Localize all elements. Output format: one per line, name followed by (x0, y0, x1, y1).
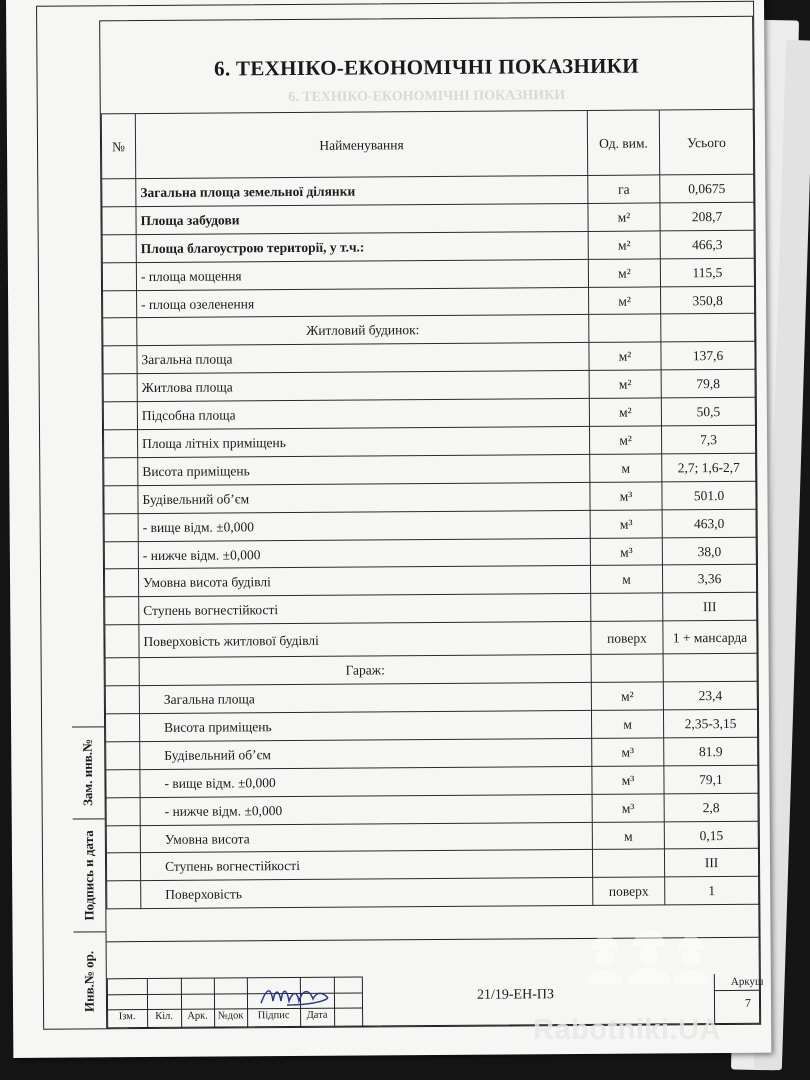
header-number: № (101, 114, 135, 179)
podpis-data-label: Подпись и дата (80, 829, 97, 921)
row-number-cell (102, 234, 136, 262)
row-number-cell (104, 485, 138, 513)
table-row (103, 370, 755, 402)
indicator-name: - нижче відм. ±0,000 (138, 538, 590, 569)
value-cell: 466,3 (660, 230, 754, 259)
unit-cell: м (590, 565, 662, 593)
unit-cell: м (590, 454, 662, 482)
row-number-cell (104, 513, 138, 541)
sheet-label: Аркуш (730, 975, 764, 988)
value-cell: 208,7 (660, 202, 754, 231)
unit-cell: м² (589, 426, 661, 454)
table-header-row (101, 109, 753, 179)
unit-cell: поверх (593, 877, 665, 905)
value-cell: 0,0675 (660, 174, 754, 203)
table-row (107, 877, 759, 909)
indicator-name: Висота приміщень (138, 454, 590, 485)
inv-or-label: Инв.№ ор. (81, 950, 98, 1013)
zam-inv-label: Зам. инв.№ (80, 738, 96, 807)
row-number-cell (105, 625, 139, 658)
value-cell: 350,8 (661, 286, 755, 315)
value-cell: III (664, 849, 758, 878)
indicator-name: - вище відм. ±0,000 (140, 766, 592, 797)
stamp-label-ndok: №док (217, 1010, 244, 1022)
table-row (103, 342, 755, 374)
indicator-name: Площа літніх приміщень (138, 426, 590, 457)
row-number-cell (106, 742, 140, 770)
stamp-label-ark: Арк. (187, 1010, 208, 1022)
table-row (103, 314, 755, 346)
unit-cell: м³ (590, 482, 662, 510)
row-number-cell (103, 374, 137, 402)
value-cell: 1 (665, 877, 759, 906)
unit-cell (591, 654, 663, 682)
value-cell: 7,3 (661, 425, 755, 454)
unit-cell: м³ (592, 738, 664, 766)
indicator-name: Підсобна площа (137, 399, 589, 430)
stamp-label-izm: Ізм. (118, 1011, 136, 1023)
row-number-cell (106, 769, 140, 797)
stamp-label-data: Дата (306, 1009, 328, 1021)
indicator-name: - площа мощення (136, 259, 588, 290)
value-cell: 50,5 (661, 397, 755, 426)
unit-cell: м² (591, 682, 663, 710)
header-unit: Од. вим. (587, 110, 659, 176)
indicators-table (101, 109, 760, 910)
header-name: Найменування (135, 110, 587, 178)
section-heading: Гараж: (139, 655, 591, 686)
value-cell: 463,0 (662, 509, 756, 538)
table-row (102, 202, 754, 234)
unit-cell: м (591, 710, 663, 738)
row-number-cell (102, 262, 136, 290)
document-code: 21/19-ЕН-ПЗ (476, 987, 555, 1003)
row-number-cell (102, 206, 136, 234)
indicator-name: Будівельний об’єм (140, 738, 592, 769)
row-number-cell (103, 290, 137, 318)
value-cell: 81.9 (664, 737, 758, 766)
row-number-cell (102, 179, 136, 207)
unit-cell: м² (588, 203, 660, 231)
indicator-name: Житлова площа (137, 371, 589, 402)
sheet-number: 7 (744, 995, 752, 1010)
value-cell: 79,1 (664, 765, 758, 794)
watermark-text: Rabotniki.UA (533, 1014, 722, 1046)
table-row (102, 258, 754, 290)
row-number-cell (103, 318, 137, 346)
table-row (102, 230, 754, 262)
signature-mark (257, 981, 337, 1012)
unit-cell: м³ (590, 510, 662, 538)
row-number-cell (105, 597, 139, 625)
row-number-cell (106, 797, 140, 825)
content-frame (99, 16, 764, 1029)
row-number-cell (103, 346, 137, 374)
row-number-cell (106, 853, 140, 881)
indicator-name: Умовна висота будівлі (138, 566, 590, 597)
stamp-label-pidpys: Підпис (257, 1010, 290, 1022)
unit-cell: поверх (591, 621, 663, 655)
indicator-name: Поверховість (141, 878, 593, 909)
value-cell: 0,15 (664, 821, 758, 850)
indicator-name: - вище відм. ±0,000 (138, 510, 590, 541)
value-cell: 3,36 (662, 565, 756, 594)
value-cell: 2,7; 1,6-2,7 (662, 453, 756, 482)
indicator-name: Висота приміщень (139, 710, 591, 741)
row-number-cell (105, 686, 139, 714)
unit-cell: м³ (592, 766, 664, 794)
value-cell: 1 + мансарда (663, 621, 757, 655)
page-title: 6. ТЕХНІКО-ЕКОНОМІЧНІ ПОКАЗНИКИ (214, 53, 639, 81)
value-cell: 501.0 (662, 481, 756, 510)
value-cell: 23,4 (663, 681, 757, 710)
unit-cell: м³ (592, 794, 664, 822)
table-row (103, 397, 755, 429)
watermark-workers-icon (583, 928, 713, 984)
value-cell: 79,8 (661, 370, 755, 399)
value-cell: 2,8 (664, 793, 758, 822)
side-stamp (72, 726, 106, 1034)
indicator-name: Ступень вогнестійкості (139, 594, 591, 625)
row-number-cell (105, 658, 139, 686)
unit-cell: м² (589, 370, 661, 398)
table-row (106, 849, 758, 881)
page-frame (36, 1, 764, 1030)
bleed-through-text: 6. ТЕХНІКО-ЕКОНОМІЧНІ ПОКАЗНИКИ (288, 88, 566, 106)
indicator-name: Площа благоустрою території, у т.ч.: (136, 231, 588, 262)
value-cell: 137,6 (661, 342, 755, 371)
indicator-name: Загальна площа (139, 683, 591, 714)
value-cell (663, 654, 757, 683)
unit-cell: м³ (590, 538, 662, 566)
unit-cell: м² (589, 398, 661, 426)
stamp-label-kil: Кіл. (155, 1010, 174, 1022)
row-number-cell (104, 430, 138, 458)
table-row (104, 425, 756, 457)
unit-cell (591, 593, 663, 621)
indicator-name: - площа озеленення (137, 287, 589, 318)
unit-cell: м² (589, 287, 661, 315)
row-number-cell (104, 569, 138, 597)
header-total: Усього (659, 109, 753, 175)
value-cell: 2,35-3,15 (663, 709, 757, 738)
unit-cell: м (592, 822, 664, 850)
document-page (6, 0, 771, 1058)
table-row (105, 621, 757, 659)
row-number-cell (105, 714, 139, 742)
row-number-cell (104, 541, 138, 569)
row-number-cell (103, 402, 137, 430)
indicator-name: Загальна площа земельної ділянки (136, 175, 588, 206)
row-number-cell (107, 881, 141, 909)
unit-cell: га (588, 175, 660, 203)
row-number-cell (104, 457, 138, 485)
row-number-cell (106, 825, 140, 853)
unit-cell (592, 849, 664, 877)
indicator-name: - нижче відм. ±0,000 (140, 794, 592, 825)
section-heading: Житловий будинок: (137, 315, 589, 346)
indicator-name: Будівельний об’єм (138, 482, 590, 513)
unit-cell (589, 314, 661, 342)
indicator-name: Поверховість житлової будівлі (139, 622, 591, 658)
indicator-name: Ступень вогнестійкості (140, 850, 592, 881)
indicator-name: Загальна площа (137, 343, 589, 374)
value-cell: 115,5 (660, 258, 754, 287)
table-row (103, 286, 755, 318)
value-cell: III (663, 593, 757, 622)
indicator-name: Умовна висота (140, 822, 592, 853)
value-cell (661, 314, 755, 343)
value-cell: 38,0 (662, 537, 756, 566)
unit-cell: м² (588, 231, 660, 259)
unit-cell: м² (588, 259, 660, 287)
unit-cell: м² (589, 342, 661, 370)
indicator-name: Площа забудови (136, 203, 588, 234)
